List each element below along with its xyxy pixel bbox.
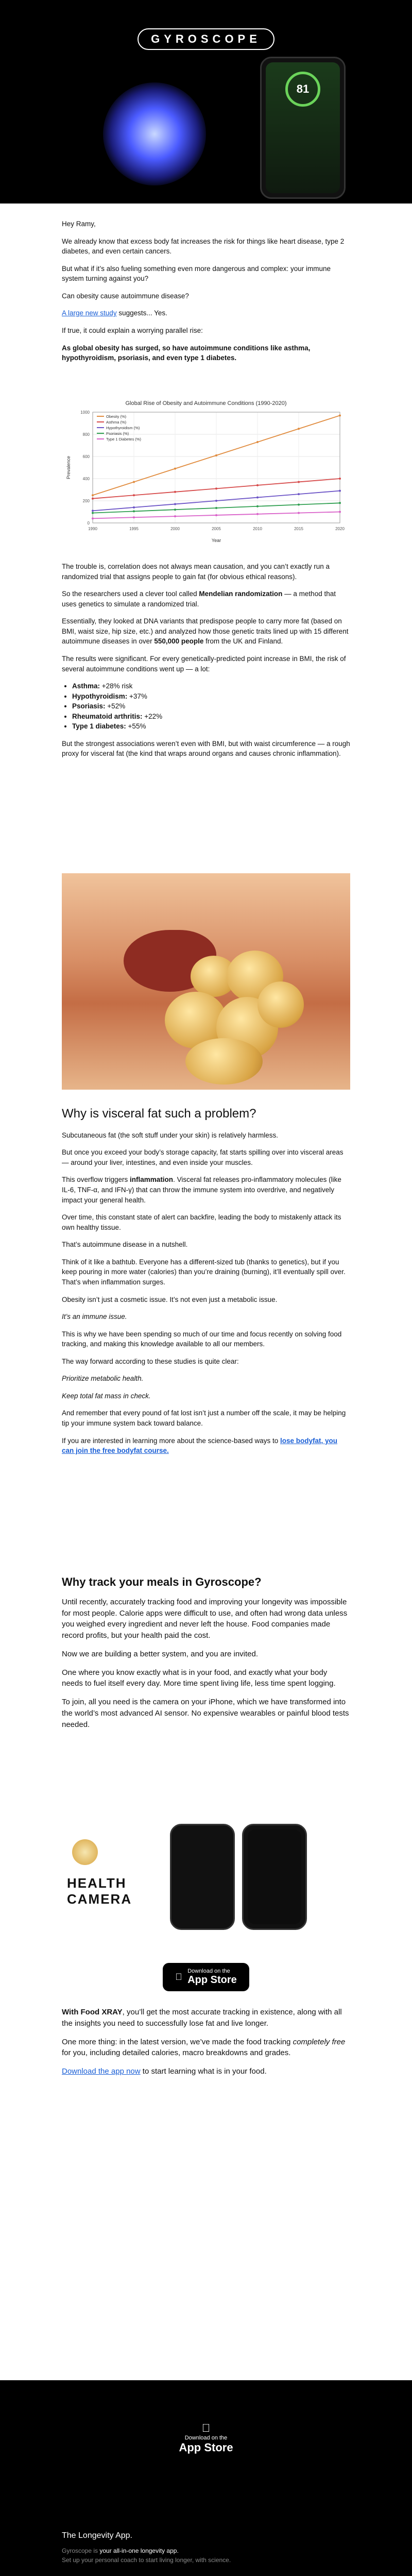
chart-title: Global Rise of Obesity and Autoimmune Conditions (1990-2020) — [125, 400, 287, 406]
y-tick-label: 1000 — [80, 410, 90, 415]
data-point — [174, 515, 176, 517]
data-point — [174, 509, 176, 511]
paragraph: One where you know exactly what is in your food, and exactly what your body needs to fuel itself every day. More time spent living life, less time spent logging. — [62, 1668, 336, 1688]
x-tick-label: 2020 — [335, 527, 345, 531]
data-point — [339, 502, 341, 504]
paragraph: One more thing: in the latest version, we’ve made the food tracking completely free for you, including detailed calories, macro breakdowns and grades. — [62, 2037, 346, 2058]
paragraph: With Food XRAY, you’ll get the most accurate tracking in existence, along with all the insights you need to successfully lose fat and live longer. — [62, 2008, 342, 2028]
data-point — [92, 494, 94, 496]
list-item: • Psoriasis: +52% — [72, 701, 350, 711]
greeting: Hey Ramy, — [62, 220, 96, 228]
obesity-autoimmune-chart — [62, 397, 350, 546]
phone-mockup — [260, 57, 346, 199]
paragraph: But what if it’s also fueling something even more dangerous and complex: your immune system turning against you? — [62, 264, 331, 283]
data-point — [339, 414, 341, 416]
x-axis-label: Year — [211, 538, 221, 543]
apple-icon — [175, 1972, 182, 1982]
legend-label: Hypothyroidism (%) — [106, 426, 140, 430]
visceral-section — [62, 1105, 350, 1463]
data-point — [215, 500, 217, 502]
paragraph: Essentially, they looked at DNA variants that predispose people to carry more fat (based on BMI, waist size, hip size, etc.) and analyzed how those genetic traits lined up with 15 different autoimmune diseases in over 550,000 people from the UK and Finland. — [62, 617, 349, 646]
tracking-section — [62, 1574, 350, 1737]
legend-label: Asthma (%) — [106, 420, 127, 425]
paragraph: Prioritize metabolic health. — [62, 1375, 144, 1383]
paragraph: If true, it could explain a worrying parallel rise: — [62, 326, 203, 334]
x-tick-label: 2000 — [170, 527, 180, 531]
gyroscope-orb-graphic — [103, 82, 206, 185]
legend-label: Psoriasis (%) — [106, 431, 129, 436]
y-tick-label: 0 — [87, 521, 90, 526]
y-axis-label: Prevalence — [66, 455, 71, 480]
legend-label: Type 1 Diabetes (%) — [106, 437, 141, 442]
paragraph: Over time, this constant state of alert can backfire, leading the body to mistakenly attack its own healthy tissue. — [62, 1213, 341, 1231]
x-tick-label: 1995 — [129, 527, 139, 531]
visceral-fat-illustration — [62, 873, 350, 1090]
line-chart-svg — [62, 397, 350, 546]
paragraph: This overflow triggers inflammation. Visceral fat releases pro-inflammatory molecules (like IL-6, TNF-α, and IFN-γ) that can throw the immune system into overdrive, and negatively impact your general health. — [62, 1176, 341, 1204]
paragraph: It’s an immune issue. — [62, 1313, 127, 1321]
list-item: • Hypothyroidism: +37% — [72, 691, 350, 702]
data-point — [256, 484, 259, 486]
study-link[interactable]: A large new study — [62, 309, 117, 317]
paragraph: Download the app now to start learning what is in your food. — [62, 2067, 267, 2076]
intro-section — [62, 219, 350, 370]
data-point — [298, 504, 300, 506]
data-point — [174, 503, 176, 505]
footer-app-store-button[interactable]: Download on the App Store — [179, 2421, 233, 2441]
data-point — [256, 441, 259, 443]
paragraph: A large new study suggests... Yes. — [62, 309, 167, 317]
bodyfat-course-link[interactable]: lose bodyfat, you can join the free bodyfat course. — [62, 1436, 338, 1455]
data-point — [92, 498, 94, 500]
health-camera-title: HEALTH CAMERA — [67, 1875, 132, 1907]
data-point — [133, 516, 135, 518]
x-tick-label: 2015 — [294, 527, 303, 531]
highlight-paragraph: As global obesity has surged, so have autoimmune conditions like asthma, hypothyroidism, psoriasis, and even type 1 diabetes. — [62, 344, 311, 362]
y-tick-label: 400 — [82, 477, 90, 481]
data-point — [133, 481, 135, 483]
x-tick-label: 2010 — [253, 527, 262, 531]
section-heading: Why track your meals in Gyroscope? — [62, 1575, 262, 1588]
data-point — [339, 490, 341, 492]
paragraph: The results were significant. For every genetically-predicted point increase in BMI, the risk of several autoimmune conditions went up — a lot: — [62, 654, 346, 673]
data-point — [256, 505, 259, 507]
x-tick-label: 2005 — [212, 527, 221, 531]
paragraph: That’s autoimmune disease in a nutshell. — [62, 1241, 188, 1249]
footer — [0, 2380, 412, 2576]
paragraph: Can obesity cause autoimmune disease? — [62, 292, 189, 300]
data-point — [215, 514, 217, 516]
data-point — [174, 468, 176, 470]
data-point — [133, 506, 135, 509]
list-item: • Rheumatoid arthritis: +22% — [72, 711, 350, 722]
hero-banner — [0, 0, 412, 204]
x-tick-label: 1990 — [88, 527, 97, 531]
paragraph: If you are interested in learning more about the science-based ways to lose bodyfat, you can join the free bodyfat course. — [62, 1436, 338, 1455]
paragraph: But once you exceed your body’s storage capacity, fat starts spilling over into visceral areas — around your liver, intestines, and even inside your muscles. — [62, 1148, 344, 1166]
data-point — [298, 493, 300, 495]
paragraph: Now we are building a better system, and you are invited. — [62, 1649, 259, 1658]
data-point — [298, 481, 300, 483]
data-point — [92, 517, 94, 519]
paragraph: The trouble is, correlation does not always mean causation, and you can’t exactly run a randomized trial that assigns people to gain fat (for obvious ethical reasons). — [62, 563, 330, 581]
data-point — [339, 478, 341, 480]
list-item: • Asthma: +28% risk — [72, 681, 350, 691]
download-app-link[interactable]: Download the app now — [62, 2067, 141, 2076]
gyroscope-logo[interactable]: GYROSCOPE — [0, 28, 412, 50]
footer-tagline: The Longevity App. — [62, 2531, 132, 2540]
data-point — [92, 510, 94, 512]
data-point — [133, 494, 135, 496]
risk-list — [62, 681, 350, 732]
paragraph: But the strongest associations weren’t even with BMI, but with waist circumference — a rough proxy for visceral fat (the kind that wraps around organs and causes chronic inflammation). — [62, 739, 350, 758]
health-camera-promo — [62, 1824, 350, 1927]
app-store-button[interactable]: Download on the App Store — [163, 1963, 249, 1991]
health-score: 81 — [285, 72, 320, 107]
paragraph: To join, all you need is the camera on your iPhone, which we have transformed into the world’s most advanced AI sensor. No expensive wearables or painful blood tests needed. — [62, 1698, 349, 1729]
data-point — [298, 428, 300, 430]
paragraph: We already know that excess body fat increases the risk for things like heart disease, type 2 diabetes, and even certain cancers. — [62, 237, 345, 256]
footer-text — [62, 2530, 350, 2572]
study-section — [62, 562, 350, 766]
apple-icon — [179, 2421, 233, 2435]
data-point — [215, 454, 217, 456]
data-point — [215, 507, 217, 509]
legend-label: Obesity (%) — [106, 414, 127, 419]
paragraph: Think of it like a bathtub. Everyone has a different-sized tub (thanks to genetics), but if you keep pouring in more water (calories) than you’re draining (burning), it’ll eventually spill over. That’s when inflammation surges. — [62, 1258, 346, 1286]
paragraph: Subcutaneous fat (the soft stuff under your skin) is relatively harmless. — [62, 1131, 278, 1139]
paragraph: And remember that every pound of fat lost isn’t just a number off the scale, it may be helping tip your immune system back toward balance. — [62, 1409, 346, 1428]
data-point — [256, 513, 259, 515]
section-heading: Why is visceral fat such a problem? — [62, 1107, 256, 1121]
data-point — [133, 510, 135, 512]
y-tick-label: 200 — [82, 499, 90, 503]
paragraph: Obesity isn’t just a cosmetic issue. It’s not even just a metabolic issue. — [62, 1295, 278, 1303]
paragraph: This is why we have been spending so much of our time and focus recently on solving food tracking, and making this knowledge available to all our members. — [62, 1330, 342, 1348]
data-point — [256, 497, 259, 499]
footer-description: Gyroscope is your all-in-one longevity app. Set up your personal coach to start living longer, with science. — [62, 2547, 231, 2564]
paragraph: The way forward according to these studies is quite clear: — [62, 1357, 239, 1365]
data-point — [215, 487, 217, 489]
data-point — [298, 512, 300, 514]
paragraph: Keep total fat mass in check. — [62, 1392, 151, 1400]
paragraph: So the researchers used a clever tool called Mendelian randomization — a method that uses genetics to simulate a randomized trial. — [62, 590, 336, 608]
paragraph: Until recently, accurately tracking food and improving your longevity was impossible for most people. Calorie apps were difficult to use, and often had wrong data unless you weighed every ingredient and never left the house. Food companies made record profits, but your health paid the cost. — [62, 1597, 348, 1640]
food-xray-section — [62, 2007, 350, 2084]
data-point — [339, 511, 341, 513]
y-tick-label: 600 — [82, 454, 90, 459]
list-item: • Type 1 diabetes: +55% — [72, 721, 350, 732]
data-point — [92, 512, 94, 514]
data-point — [174, 491, 176, 493]
y-tick-label: 800 — [82, 432, 90, 437]
